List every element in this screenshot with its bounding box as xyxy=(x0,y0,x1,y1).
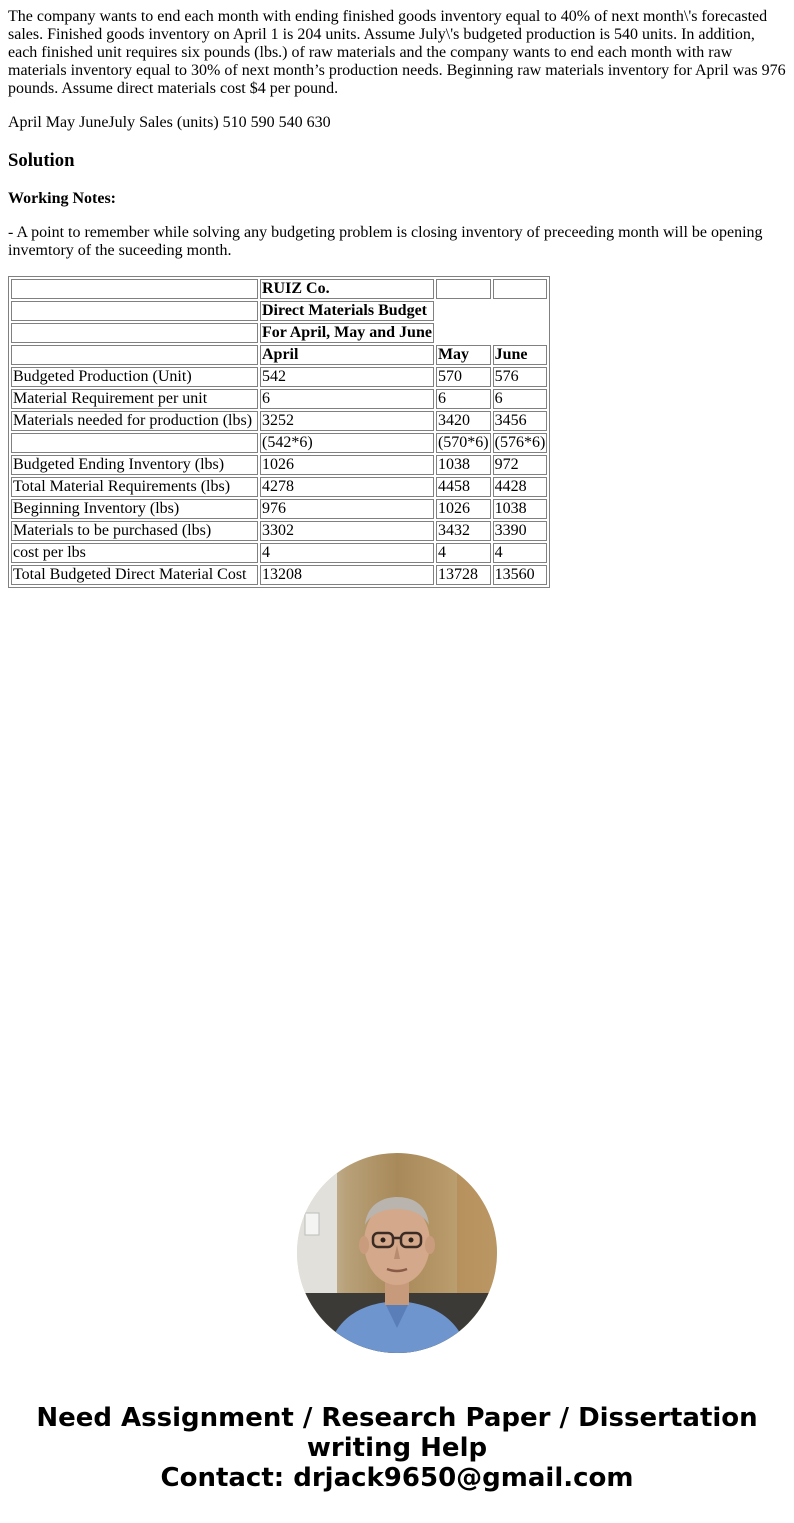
cell-april: (542*6) xyxy=(260,433,434,453)
cell-april: 13208 xyxy=(260,565,434,585)
document-content xyxy=(0,0,794,596)
cell-may: 570 xyxy=(436,367,491,387)
solution-heading: Solution xyxy=(8,150,75,171)
row-label: Materials to be purchased (lbs) xyxy=(11,521,258,541)
cell-june: 576 xyxy=(493,367,548,387)
cell-june: 4428 xyxy=(493,477,548,497)
cell-april: 4 xyxy=(260,543,434,563)
cell-april: 3252 xyxy=(260,411,434,431)
table-row xyxy=(11,499,547,519)
cell-april: 6 xyxy=(260,389,434,409)
row-label: Budgeted Production (Unit) xyxy=(11,367,258,387)
month-header-june: June xyxy=(493,345,548,365)
table-cell xyxy=(436,279,491,299)
table-cell xyxy=(11,345,258,365)
cell-june: 3390 xyxy=(493,521,548,541)
cell-june: 3456 xyxy=(493,411,548,431)
row-label: Budgeted Ending Inventory (lbs) xyxy=(11,455,258,475)
row-label: Materials needed for production (lbs) xyxy=(11,411,258,431)
table-row xyxy=(11,543,547,563)
table-row xyxy=(11,323,547,343)
cell-april: 1026 xyxy=(260,455,434,475)
cell-april: 4278 xyxy=(260,477,434,497)
author-photo-icon xyxy=(297,1153,497,1353)
month-header-april: April xyxy=(260,345,434,365)
cell-june: 13560 xyxy=(493,565,548,585)
cell-june: 972 xyxy=(493,455,548,475)
row-label: Total Budgeted Direct Material Cost xyxy=(11,565,258,585)
table-cell xyxy=(11,279,258,299)
table-row xyxy=(11,279,547,299)
table-row xyxy=(11,301,547,321)
budget-title-cell: Direct Materials Budget xyxy=(260,301,434,321)
row-label: Total Material Requirements (lbs) xyxy=(11,477,258,497)
promo-line-2: writing Help xyxy=(306,1433,488,1463)
cell-may: 3432 xyxy=(436,521,491,541)
cell-june: (576*6) xyxy=(494,434,546,451)
table-row xyxy=(11,433,547,453)
cell-may: 1026 xyxy=(436,499,491,519)
cell-june: 1038 xyxy=(493,499,548,519)
cell-june: 6 xyxy=(493,389,548,409)
promo-contact: Contact: drjack9650@gmail.com xyxy=(160,1463,634,1493)
direct-materials-budget-table xyxy=(8,276,550,588)
table-cell xyxy=(493,279,548,299)
table-cell xyxy=(11,301,258,321)
row-label: cost per lbs xyxy=(11,543,258,563)
working-note: - A point to remember while solving any budgeting problem is closing inventory of preceeding month will be opening invemtory of the suceeding month. xyxy=(8,224,763,259)
month-header-may: May xyxy=(436,345,491,365)
table-row xyxy=(11,521,547,541)
cell-may: 6 xyxy=(436,389,491,409)
cell-may: 3420 xyxy=(436,411,491,431)
working-notes-heading: Working Notes: xyxy=(8,190,116,207)
promo-banner xyxy=(0,1403,794,1493)
row-label: Material Requirement per unit xyxy=(11,389,258,409)
sales-line: April May JuneJuly Sales (units) 510 590 540 630 xyxy=(8,114,331,131)
cell-may: 1038 xyxy=(436,455,491,475)
cell-april: 976 xyxy=(260,499,434,519)
row-label: Beginning Inventory (lbs) xyxy=(11,499,258,519)
table-row xyxy=(11,565,547,585)
company-name-cell: RUIZ Co. xyxy=(260,279,434,299)
cell-may: 4458 xyxy=(436,477,491,497)
cell-april: 542 xyxy=(260,367,434,387)
table-row xyxy=(11,455,547,475)
author-avatar xyxy=(297,1153,497,1353)
table-row xyxy=(11,367,547,387)
table-header-row xyxy=(11,345,547,365)
budget-period-cell: For April, May and June xyxy=(262,324,432,341)
cell-may: 4 xyxy=(436,543,491,563)
cell-april: 3302 xyxy=(260,521,434,541)
table-row xyxy=(11,389,547,409)
table-cell xyxy=(11,323,258,343)
cell-may: (570*6) xyxy=(437,434,489,451)
table-row xyxy=(11,411,547,431)
row-label xyxy=(11,433,258,453)
cell-may: 13728 xyxy=(436,565,491,585)
promo-line-1: Need Assignment / Research Paper / Dissertation xyxy=(36,1403,758,1433)
table-row xyxy=(11,477,547,497)
cell-june: 4 xyxy=(493,543,548,563)
problem-paragraph: The company wants to end each month with ending finished goods inventory equal to 40% of next month\'s forecasted sales. Finished goods inventory on April 1 is 204 units. Assume July\'s budgeted production is 540 units. In addition, each finished unit requires six pounds (lbs.) of raw materials and the company wants to end each month with raw materials inventory equal to 30% of next month’s production needs. Beginning raw materials inventory for April was 976 pounds. Assume direct materials cost $4 per pound. xyxy=(8,8,786,97)
